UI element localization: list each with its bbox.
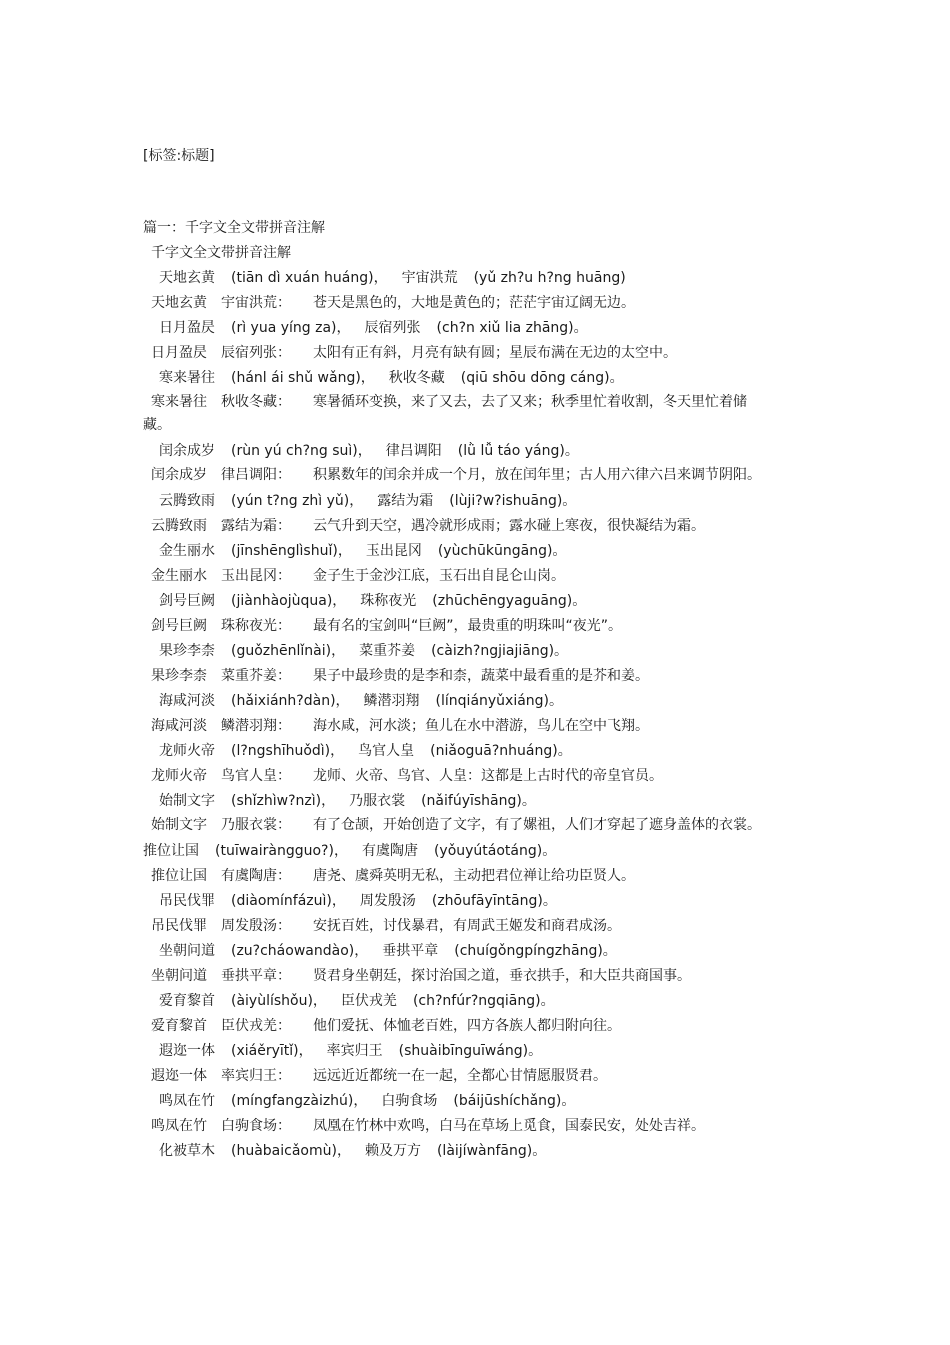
gloss-text: 金子生于金沙江底，玉石出自昆仑山岗。 [313, 568, 565, 584]
phrase-a: 鸣凤在竹 [159, 1093, 215, 1109]
pinyin-line [143, 1139, 763, 1164]
pinyin-line [143, 1039, 763, 1064]
gloss-text: 凤凰在竹林中欢鸣，白马在草场上觅食，国泰民安，处处吉祥。 [313, 1118, 705, 1134]
pinyin-b: (yùchūkūngāng)。 [437, 543, 567, 559]
phrase-a: 金生丽水 [159, 543, 215, 559]
pinyin-line [143, 489, 763, 514]
gloss-head: 云腾致雨 露结为霜： [151, 518, 291, 534]
gloss-line [143, 291, 763, 316]
pinyin-a: (shǐzhìw?nzì)， [231, 793, 336, 809]
pinyin-a: (jiànhàojùqua)， [231, 593, 347, 609]
gloss-head: 鸣凤在竹 白驹食场： [151, 1118, 291, 1134]
gloss-text: 最有名的宝剑叫“巨阙”，最贵重的明珠叫“夜光”。 [313, 618, 623, 634]
pinyin-a: (míngfangzàizhú)， [231, 1093, 368, 1109]
gloss-line [143, 514, 763, 539]
pinyin-line [143, 266, 763, 291]
gloss-text: 他们爱抚、体恤老百姓，四方各族人都归附向往。 [313, 1018, 621, 1034]
phrase-b: 乃服衣裳 [349, 793, 406, 809]
phrase-b: 菜重芥姜 [359, 643, 416, 659]
gloss-head: 吊民伐罪 周发殷汤： [151, 918, 291, 934]
gloss-line [143, 464, 763, 487]
pinyin-a: (rùn yú ch?ng suì)， [231, 443, 372, 459]
gloss-head: 剑号巨阙 珠称夜光： [151, 618, 291, 634]
pinyin-b: (ch?nfúr?ngqiāng)。 [412, 993, 555, 1009]
entries-list [143, 266, 763, 1164]
gloss-text: 果子中最珍贵的是李和柰，蔬菜中最看重的是芥和姜。 [313, 668, 649, 684]
pinyin-a: (hánl ái shǔ wǎng)， [231, 370, 375, 386]
section-subheading: 千字文全文带拼音注解 [151, 245, 291, 261]
pinyin-a: (diàomínfázuì)， [231, 893, 346, 909]
pinyin-a: (yún t?ng zhì yǔ)， [231, 493, 364, 509]
pinyin-a: (rì yua yíng za)， [231, 320, 351, 336]
phrase-b: 率宾归王 [326, 1043, 383, 1059]
gloss-line [143, 564, 763, 589]
pinyin-a: (huàbaicǎomù)， [231, 1143, 351, 1159]
section-heading: 篇一：千字文全文带拼音注解 [143, 220, 325, 236]
phrase-a: 果珍李柰 [159, 643, 215, 659]
gloss-line [143, 914, 763, 939]
gloss-head: 日月盈昃 辰宿列张： [151, 345, 291, 361]
pinyin-b: (línqiányǔxiáng)。 [435, 693, 564, 709]
pinyin-b: (báijūshíchǎng)。 [453, 1093, 576, 1109]
phrase-a: 寒来暑往 [159, 370, 215, 386]
gloss-head: 寒来暑往 秋收冬藏： [151, 394, 291, 410]
pinyin-line [143, 439, 763, 464]
gloss-text: 云气升到天空，遇冷就形成雨；露水碰上寒夜，很快凝结为霜。 [313, 518, 705, 534]
gloss-head: 海咸河淡 鳞潜羽翔： [151, 718, 291, 734]
pinyin-b: (ch?n xiǔ lia zhāng)。 [436, 320, 588, 336]
gloss-text: 唐尧、虞舜英明无私，主动把君位禅让给功臣贤人。 [313, 868, 635, 884]
gloss-line [143, 341, 763, 366]
pinyin-b: (càizh?ngjiajiāng)。 [431, 643, 569, 659]
pinyin-line [143, 989, 763, 1014]
pinyin-a: (tuīwairàngguo?)， [215, 843, 348, 859]
phrase-a: 云腾致雨 [159, 493, 215, 509]
phrase-b: 秋收冬藏 [388, 370, 445, 386]
pinyin-line [143, 689, 763, 714]
pinyin-line [143, 1089, 763, 1114]
gloss-head: 果珍李柰 菜重芥姜： [151, 668, 291, 684]
gloss-line [143, 391, 763, 437]
gloss-text: 海水咸，河水淡；鱼儿在水中潜游，鸟儿在空中飞翔。 [313, 718, 649, 734]
gloss-text: 贤君身坐朝廷，探讨治国之道，垂衣拱手，和大臣共商国事。 [313, 968, 691, 984]
phrase-b: 赖及万方 [364, 1143, 421, 1159]
pinyin-a: (tiān dì xuán huáng)， [231, 270, 388, 286]
phrase-a: 剑号巨阙 [159, 593, 215, 609]
gloss-text: 有了仓颉，开始创造了文字，有了嫘祖，人们才穿起了遮身盖体的衣裳。 [313, 817, 761, 833]
gloss-head: 龙师火帝 鸟官人皇： [151, 768, 291, 784]
phrase-b: 珠称夜光 [360, 593, 417, 609]
gloss-line [143, 764, 763, 789]
gloss-line [143, 1014, 763, 1039]
pinyin-line [143, 316, 763, 341]
phrase-b: 露结为霜 [377, 493, 434, 509]
pinyin-b: (lùji?w?ishuāng)。 [449, 493, 577, 509]
phrase-b: 白驹食场 [381, 1093, 438, 1109]
phrase-b: 宇宙洪荒 [401, 270, 458, 286]
phrase-b: 周发殷汤 [359, 893, 416, 909]
gloss-head: 闰余成岁 律吕调阳： [151, 467, 291, 483]
pinyin-line [143, 939, 763, 964]
phrase-a: 日月盈昃 [159, 320, 215, 336]
phrase-b: 玉出昆冈 [365, 543, 422, 559]
phrase-a: 闰余成岁 [159, 443, 215, 459]
gloss-head: 推位让国 有虞陶唐： [151, 868, 291, 884]
phrase-a: 推位让国 [143, 843, 199, 859]
gloss-head: 坐朝问道 垂拱平章： [151, 968, 291, 984]
phrase-b: 臣伏戎羌 [340, 993, 397, 1009]
phrase-a: 爱育黎首 [159, 993, 215, 1009]
gloss-head: 始制文字 乃服衣裳： [151, 817, 291, 833]
phrase-a: 海咸河淡 [159, 693, 215, 709]
gloss-head: 爱育黎首 臣伏戎羌： [151, 1018, 291, 1034]
pinyin-a: (àiyùlíshǒu)， [231, 993, 327, 1009]
pinyin-a: (zu?cháowandào)， [231, 943, 369, 959]
pinyin-a: (jīnshēnglìshuǐ)， [231, 543, 352, 559]
phrase-a: 化被草木 [159, 1143, 215, 1159]
phrase-a: 坐朝问道 [159, 943, 215, 959]
pinyin-b: (qiū shōu dōng cáng)。 [460, 370, 624, 386]
phrase-b: 鸟官人皇 [358, 743, 415, 759]
pinyin-a: (guǒzhēnlǐnài)， [231, 643, 346, 659]
gloss-text: 远远近近都统一在一起，全都心甘情愿服贤君。 [313, 1068, 607, 1084]
gloss-line [143, 1114, 763, 1139]
phrase-a: 吊民伐罪 [159, 893, 215, 909]
gloss-line [143, 964, 763, 989]
gloss-text: 太阳有正有斜，月亮有缺有圆；星辰布满在无边的太空中。 [313, 345, 677, 361]
phrase-b: 辰宿列张 [364, 320, 421, 336]
phrase-a: 龙师火帝 [159, 743, 215, 759]
pinyin-line [143, 889, 763, 914]
pinyin-b: (làijíwànfāng)。 [436, 1143, 547, 1159]
pinyin-line [143, 739, 763, 764]
pinyin-b: (chuígǒngpíngzhāng)。 [454, 943, 617, 959]
pinyin-line [143, 839, 763, 864]
pinyin-line [143, 539, 763, 564]
pinyin-line [143, 589, 763, 614]
pinyin-b: (yǔ zh?u h?ng huāng) [473, 270, 626, 286]
pinyin-a: (xiáěryītǐ)， [231, 1043, 313, 1059]
phrase-b: 鳞潜羽翔 [363, 693, 420, 709]
phrase-a: 天地玄黄 [159, 270, 215, 286]
pinyin-b: (zhūchēngyaguāng)。 [432, 593, 587, 609]
gloss-head: 遐迩一体 率宾归王： [151, 1068, 291, 1084]
tag-line: [标签:标题] [143, 148, 215, 164]
gloss-line [143, 864, 763, 889]
document-body [143, 216, 763, 1164]
pinyin-b: (yǒuyútáotáng)。 [433, 843, 557, 859]
pinyin-line [143, 639, 763, 664]
pinyin-a: (l?ngshīhuǒdì)， [231, 743, 345, 759]
phrase-b: 垂拱平章 [382, 943, 439, 959]
gloss-line [143, 614, 763, 639]
gloss-text: 安抚百姓，讨伐暴君，有周武王姬发和商君成汤。 [313, 918, 621, 934]
pinyin-line [143, 789, 763, 814]
gloss-line [143, 714, 763, 739]
pinyin-b: (shuàibīnguīwáng)。 [398, 1043, 543, 1059]
gloss-line [143, 1064, 763, 1089]
pinyin-a: (hǎixiánh?dàn)， [231, 693, 350, 709]
gloss-text: 积累数年的闰余并成一个月，放在闰年里；古人用六律六吕来调节阴阳。 [313, 467, 761, 483]
pinyin-b: (niǎoguā?nhuáng)。 [430, 743, 572, 759]
gloss-text: 寒暑循环变换，来了又去，去了又来；秋季里忙着收割，冬天里忙着储藏。 [143, 394, 747, 433]
phrase-b: 律吕调阳 [385, 443, 442, 459]
gloss-head: 天地玄黄 宇宙洪荒： [151, 295, 291, 311]
pinyin-b: (nǎifúyīshāng)。 [421, 793, 536, 809]
pinyin-b: (lǜ lǚ táo yáng)。 [457, 443, 579, 459]
gloss-line [143, 814, 763, 837]
pinyin-line [143, 366, 763, 391]
phrase-b: 有虞陶唐 [361, 843, 418, 859]
phrase-a: 始制文字 [159, 793, 215, 809]
gloss-head: 金生丽水 玉出昆冈： [151, 568, 291, 584]
gloss-text: 苍天是黑色的，大地是黄色的；茫茫宇宙辽阔无边。 [313, 295, 635, 311]
gloss-text: 龙师、火帝、鸟官、人皇：这都是上古时代的帝皇官员。 [313, 768, 663, 784]
pinyin-b: (zhōufāyīntāng)。 [431, 893, 557, 909]
gloss-line [143, 664, 763, 689]
phrase-a: 遐迩一体 [159, 1043, 215, 1059]
